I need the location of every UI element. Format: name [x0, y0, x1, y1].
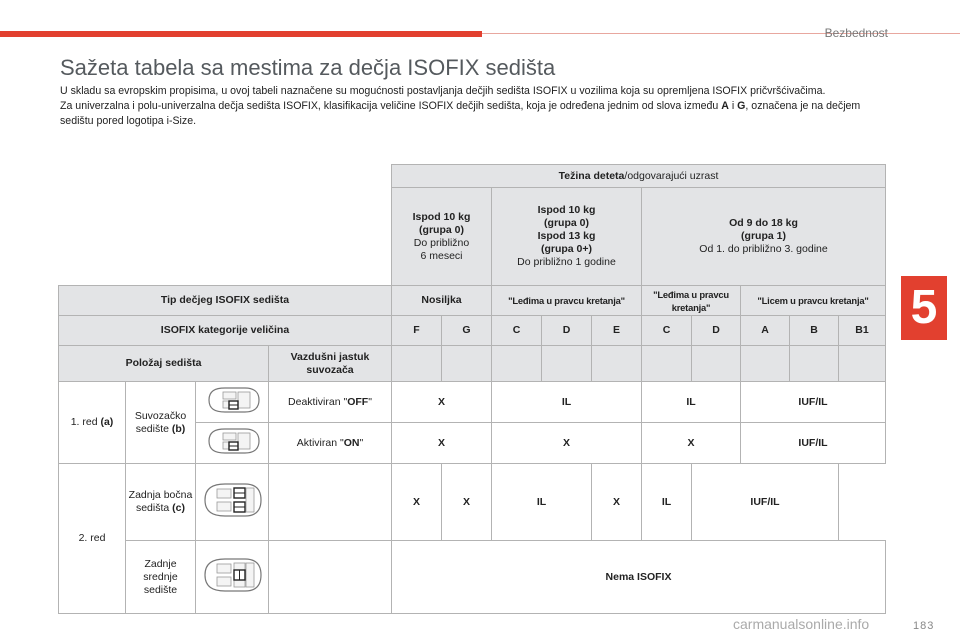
value-cell: IL: [642, 382, 741, 423]
chapter-tab: 5: [901, 276, 947, 340]
size-class-cell: C: [492, 316, 542, 346]
header-accent-bar: [0, 31, 482, 37]
airbag-off-cell: Deaktiviran "OFF": [269, 382, 392, 423]
car-seat-icon: [199, 480, 265, 520]
value-cell: IUF/IL: [741, 423, 886, 464]
value-cell: IL: [492, 464, 592, 541]
car-front-seat-icon: [196, 382, 269, 423]
car-seat-icon: [201, 384, 263, 416]
size-class-cell: G: [442, 316, 492, 346]
type-rear-facing-1: "Leđima u pravcu kretanja": [492, 286, 642, 316]
airbag-on-cell: Aktiviran "ON": [269, 423, 392, 464]
value-cell: IUF/IL: [741, 382, 886, 423]
size-class-cell: D: [692, 316, 741, 346]
car-front-seat-icon-2: [196, 423, 269, 464]
value-cell: X: [392, 423, 492, 464]
value-cell: X: [492, 423, 642, 464]
value-cell: X: [392, 464, 442, 541]
size-class-cell: D: [542, 316, 592, 346]
weight-header: Težina deteta/odgovarajući uzrast: [392, 165, 886, 188]
size-row-label: ISOFIX kategorije veličina: [59, 316, 392, 346]
weight-col-1: Ispod 10 kg (grupa 0) Do približno 6 meseci: [392, 188, 492, 286]
car-rear-side-icon: [196, 464, 269, 541]
section-title: Bezbednost: [824, 26, 888, 40]
size-class-row: [59, 316, 886, 346]
intro-text: [60, 84, 865, 129]
value-cell: X: [642, 423, 741, 464]
size-class-cell: C: [642, 316, 692, 346]
row1-label: 1. red (a): [59, 382, 126, 464]
header-rule: [482, 33, 960, 34]
size-class-cell: A: [741, 316, 790, 346]
value-cell: X: [392, 382, 492, 423]
value-cell: IUF/IL: [692, 464, 839, 541]
value-cell: X: [442, 464, 492, 541]
size-class-cell: F: [392, 316, 442, 346]
page-title: Sažeta tabela sa mestima za dečja ISOFIX sedišta: [60, 55, 556, 80]
front-passenger-label: Suvozačko sedište (b): [126, 382, 196, 464]
value-cell: IL: [492, 382, 642, 423]
size-class-cell: B1: [839, 316, 886, 346]
rear-side-seats-label: Zadnja bočna sedišta (c): [126, 464, 196, 541]
isofix-table: [58, 164, 886, 614]
size-class-cell: B: [790, 316, 839, 346]
car-seat-icon: [199, 555, 265, 595]
rear-center-seat-label: Zadnje srednje sedište: [126, 541, 196, 614]
airbag-header: Vazdušni jastuk suvozača: [269, 346, 392, 382]
position-row-label: Položaj sedišta: [59, 346, 269, 382]
car-seat-icon: [201, 425, 263, 457]
car-rear-center-icon: [196, 541, 269, 614]
row2-label: 2. red: [59, 464, 126, 614]
type-carrycot: Nosiljka: [392, 286, 492, 316]
intro-paragraph-2: Za univerzalna i polu-univerzalna dečja sedišta ISOFIX, klasifikacija veličine ISOFIX dečjih sedišta, koja je određena jednim od slova između A i G, označena je na dečjem sedištu pored logotipa i-Size.: [60, 100, 861, 127]
watermark: carmanualsonline.info: [733, 616, 870, 632]
type-rear-facing-2: "Leđima u pravcu kretanja": [642, 286, 741, 316]
intro-paragraph-1: U skladu sa evropskim propisima, u ovoj tabeli naznačene su mogućnosti postavljanja dečjih sedišta ISOFIX u vozilima koja su opremljena ISOFIX pričvršćivačima.: [60, 85, 826, 97]
value-cell: X: [592, 464, 642, 541]
type-row-label: Tip dečjeg ISOFIX sedišta: [59, 286, 392, 316]
no-isofix-cell: Nema ISOFIX: [392, 541, 886, 614]
size-class-cell: E: [592, 316, 642, 346]
type-forward-facing: "Licem u pravcu kretanja": [741, 286, 886, 316]
weight-col-2: Ispod 10 kg (grupa 0) Ispod 13 kg (grupa 0+) Do približno 1 godine: [492, 188, 642, 286]
weight-col-3: Od 9 do 18 kg (grupa 1) Od 1. do približno 3. godine: [642, 188, 886, 286]
table-corner: [59, 165, 392, 286]
value-cell: IL: [642, 464, 692, 541]
page-number: 183: [913, 620, 935, 632]
